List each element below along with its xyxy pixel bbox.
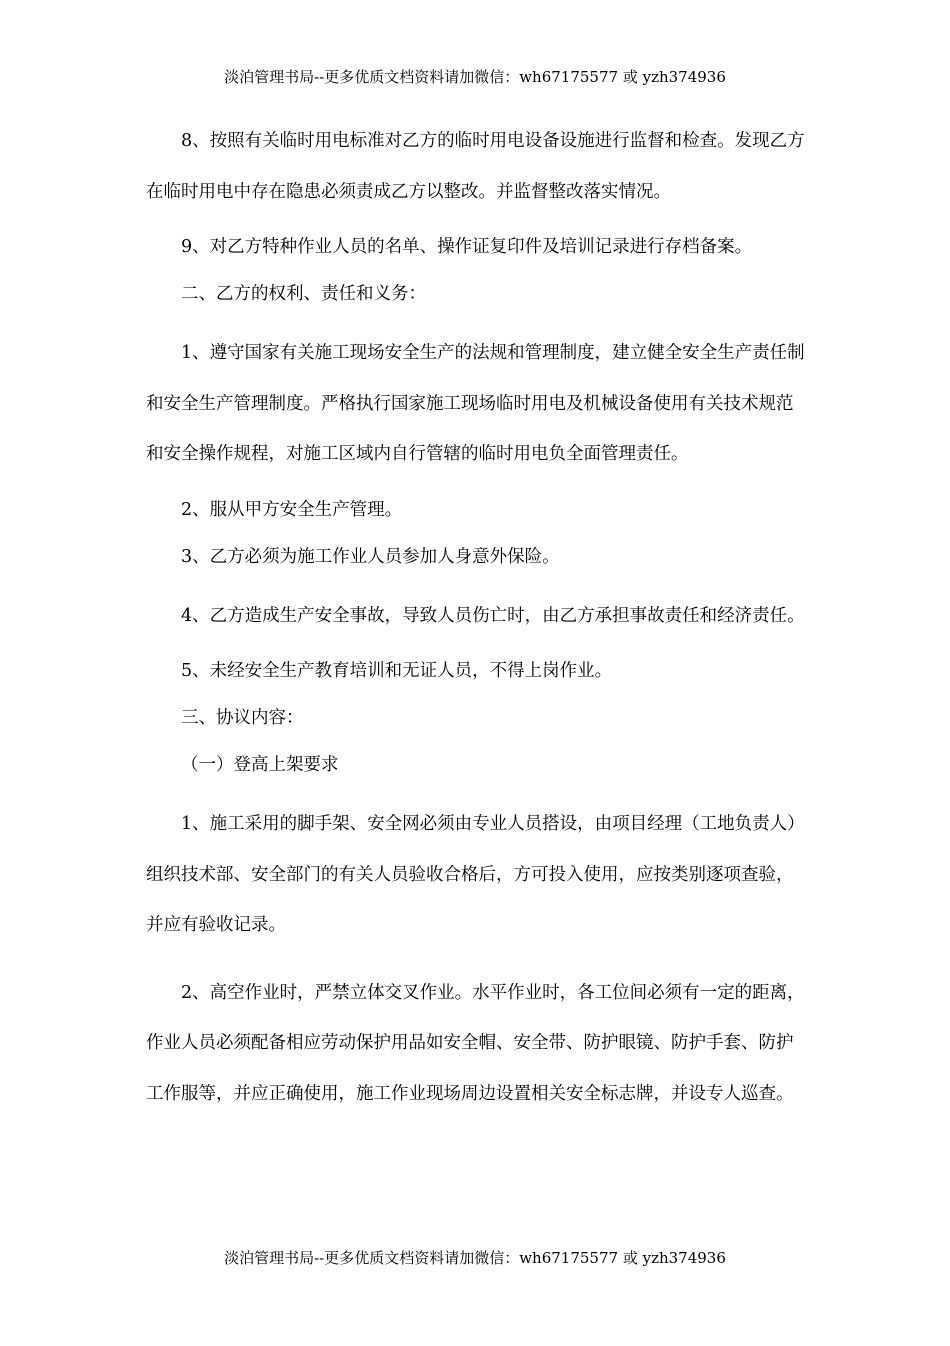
paragraph-b-5: 5、未经安全生产教育培训和无证人员，不得上岗作业。 xyxy=(181,661,613,681)
paragraph-b-3: 3、乙方必须为施工作业人员参加人身意外保险。 xyxy=(181,546,560,567)
paragraph-b-4: 4、乙方造成生产安全事故，导致人员伤亡时，由乙方承担事故责任和经济责任。 xyxy=(181,605,805,626)
paragraph-b-2: 2、服从甲方安全生产管理。 xyxy=(181,499,403,520)
paragraph-item-8: 8、按照有关临时用电标准对乙方的临时用电设备设施进行监督和检查。发现乙方在临时用电中存在隐患必须责成乙方以整改。并监督整改落实情况。 xyxy=(146,131,805,202)
section-heading-party-b: 二、乙方的权利、责任和义务： xyxy=(181,284,426,304)
section-heading-agreement: 三、协议内容： xyxy=(181,708,304,728)
paragraph-item-9: 9、对乙方特种作业人员的名单、操作证复印件及培训记录进行存档备案。 xyxy=(181,237,753,257)
paragraph-c-1: 1、施工采用的脚手架、安全网必须由专业人员搭设，由项目经理（工地负责人）组织技术部、安全部门的有关人员验收合格后，方可投入使用，应按类别逐项查验，并应有验收记录。 xyxy=(146,814,805,935)
paragraph-b-1: 1、遵守国家有关施工现场安全生产的法规和管理制度，建立健全安全生产责任制和安全生产管理制度。严格执行国家施工现场临时用电及机械设备使用有关技术规范和安全操作规程，对施工区域内自行管辖的临时用电负全面管理责任。 xyxy=(146,343,805,464)
page-header: 淡泊管理书局--更多优质文档资料请加微信：wh67175577 或 yzh374936 xyxy=(224,68,726,86)
paragraph-c-2: 2、高空作业时，严禁立体交叉作业。水平作业时，各工位间必须有一定的距离，作业人员必须配备相应劳动保护用品如安全帽、安全带、防护眼镜、防护手套、防护工作服等，并应正确使用，施工作业现场周边设置相关安全标志牌，并设专人巡查。 xyxy=(146,982,805,1104)
page-footer: 淡泊管理书局--更多优质文档资料请加微信：wh67175577 或 yzh374936 xyxy=(224,1249,726,1267)
subsection-heading-climbing: （一）登高上架要求 xyxy=(181,755,339,775)
document-body xyxy=(146,116,806,1136)
